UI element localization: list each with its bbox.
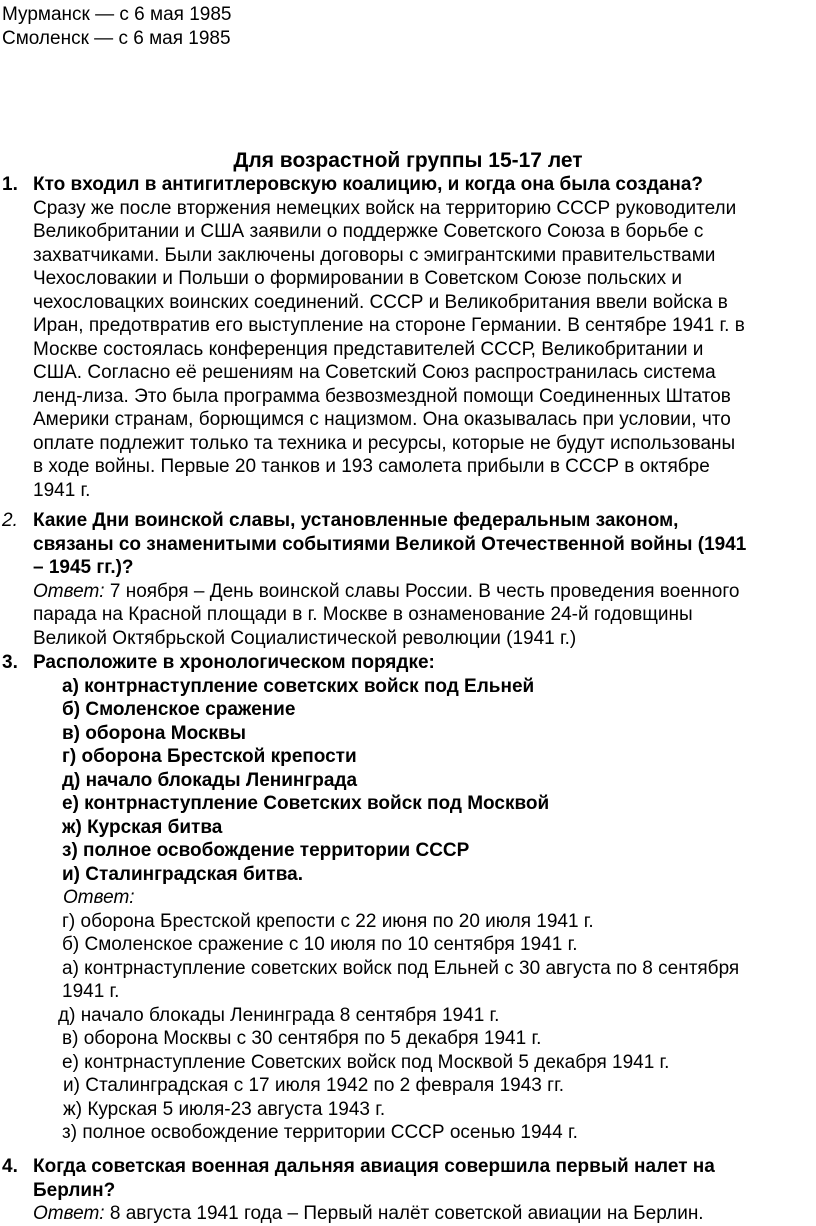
answer-line: в ходе войны. Первые 20 танков и 193 самолета прибыли в СССР в октябре	[33, 456, 710, 477]
answer-line: ленд-лиза. Это была программа безвозмездной помощи Соединенных Штатов	[33, 385, 731, 407]
answer-line: Иран, предотвратив его выступление на стороне Германии. В сентябре 1941 г. в	[33, 315, 745, 336]
answer-item: и) Сталинградская с 17 июля 1942 по 2 февраля 1943 гг.	[63, 1075, 564, 1096]
question-2	[0, 509, 800, 650]
question-title: – 1945 гг.)?	[33, 557, 134, 578]
question-title: Какие Дни воинской славы, установленные федеральным законом,	[33, 510, 679, 531]
question-title: Берлин?	[33, 1179, 116, 1201]
header-line: Смоленск — с 6 мая 1985	[2, 27, 231, 49]
answer-label: Ответ:	[63, 887, 135, 908]
question-4	[0, 1155, 800, 1226]
choice-list	[62, 675, 800, 887]
question-number: 1.	[2, 174, 18, 195]
answer-line: захватчиками. Были заключены договоры с эмигрантскими правительствами	[33, 244, 716, 266]
question-title: Когда советская военная дальняя авиация совершила первый налет на	[33, 1156, 715, 1177]
answer-item: в) оборона Москвы с 30 сентября по 5 декабря 1941 г.	[62, 1028, 542, 1049]
answer-item: ж) Курская 5 июля-23 августа 1943 г.	[63, 1098, 386, 1120]
answer-label: Ответ:	[33, 1203, 105, 1224]
choice-item: г) оборона Брестской крепости	[62, 746, 357, 767]
choice-item: е) контрнаступление Советских войск под Москвой	[62, 793, 550, 814]
choice-item: з) полное освобождение территории СССР	[62, 840, 470, 861]
answer-label: Ответ:	[33, 580, 105, 602]
answer-item: е) контрнаступление Советских войск под Москвой 5 декабря 1941 г.	[62, 1051, 670, 1073]
question-number: 4.	[2, 1156, 18, 1177]
answer-line	[33, 1202, 800, 1226]
question-1	[0, 173, 800, 502]
answer-line: Америки странам, борющимся с нацизмом. Она оказывалась при условии, что	[33, 409, 731, 430]
answer-text: 7 ноября – День воинской славы России. В честь проведения военного	[104, 580, 740, 602]
choice-item: д) начало блокады Ленинграда	[62, 769, 358, 791]
page-heading: Для возрастной группы 15-17 лет	[233, 149, 583, 172]
choice-item: ж) Курская битва	[62, 816, 223, 838]
choice-item: и) Сталинградская битва.	[62, 863, 304, 885]
question-title: связаны со знаменитыми событиями Великой Отечественной войны (1941	[33, 533, 747, 555]
answer-line: США. Согласно её решениям на Советский Союз распространилась система	[33, 362, 716, 383]
answer-item: б) Смоленское сражение с 10 июля по 10 сентября 1941 г.	[62, 934, 578, 955]
answer-line: Москве состоялась конференция представителей СССР, Великобритании и	[33, 338, 704, 360]
choice-item: а) контрнаступление советских войск под Ельней	[62, 675, 535, 697]
header-lines	[2, 3, 231, 50]
answer-item: 1941 г.	[62, 981, 120, 1002]
answer-line: Сразу же после вторжения немецких войск на территорию СССР руководители	[33, 197, 737, 219]
answer-line: парада на Красной площади в г. Москве в ознаменование 24-й годовщины	[33, 604, 693, 625]
answer-line: Великой Октябрьской Социалистической революции (1941 г.)	[33, 627, 577, 649]
question-number: 2.	[2, 510, 18, 531]
choice-item: в) оборона Москвы	[62, 722, 246, 744]
header-line: Мурманск — с 6 мая 1985	[2, 4, 232, 25]
question-title: Расположите в хронологическом порядке:	[33, 652, 435, 673]
answer-line: Чехословакии и Польши о формировании в Советском Союзе польских и	[33, 268, 683, 289]
answer-item: з) полное освобождение территории СССР осенью 1944 г.	[62, 1122, 578, 1143]
answer-text: 8 августа 1941 года – Первый налёт советской авиации на Берлин.	[104, 1203, 704, 1224]
answer-line: чехословацких воинских соединений. СССР и Великобритания ввели войска в	[33, 291, 728, 313]
answer-line	[33, 580, 800, 604]
answer-item: д) начало блокады Ленинграда 8 сентября 1941 г.	[58, 1004, 500, 1026]
question-title: Кто входил в антигитлеровскую коалицию, и когда она была создана?	[33, 174, 704, 195]
answer-item: а) контрнаступление советских войск под Ельней с 30 августа по 8 сентября	[62, 957, 740, 979]
answer-line: Великобритании и США заявили о поддержке Советского Союза в борьбе с	[33, 221, 704, 242]
answer-item: г) оборона Брестской крепости с 22 июня по 20 июля 1941 г.	[62, 910, 594, 932]
question-3	[0, 651, 800, 1145]
choice-item: б) Смоленское сражение	[62, 699, 296, 720]
question-number: 3.	[2, 652, 18, 673]
answer-line: оплате подлежит только та техника и ресурсы, которые не будут использованы	[33, 432, 736, 454]
answer-line: 1941 г.	[33, 479, 91, 501]
answer-list	[58, 886, 800, 1145]
